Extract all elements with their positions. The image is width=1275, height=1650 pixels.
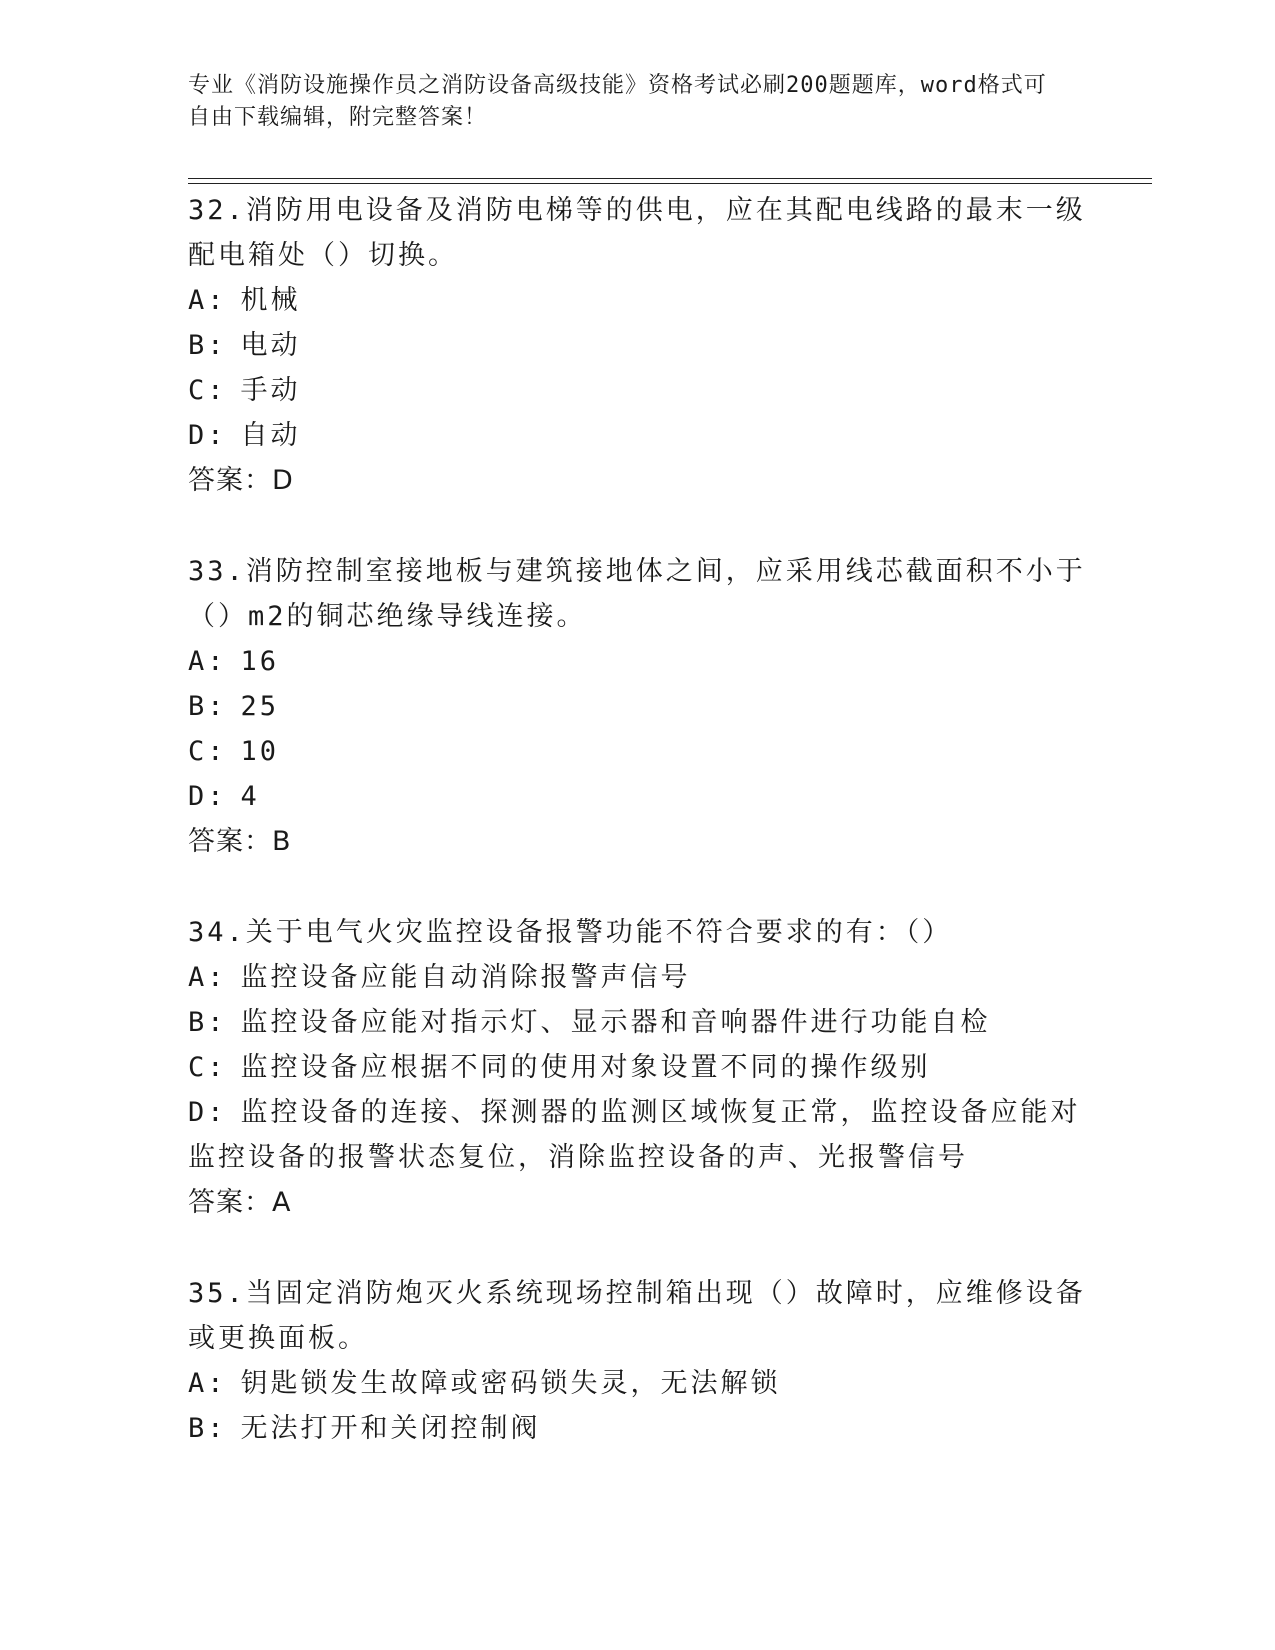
- option-label: B:: [188, 1413, 227, 1444]
- question-35: [188, 1271, 1088, 1451]
- option-label: C:: [188, 375, 227, 406]
- option-d: [188, 1090, 1088, 1180]
- question-stem: 32.消防用电设备及消防电梯等的供电，应在其配电线路的最末一级配电箱处（）切换。: [188, 195, 1086, 271]
- option-a: [188, 1361, 1088, 1406]
- option-text: 4: [240, 781, 260, 812]
- option-text: 手动: [240, 375, 301, 406]
- option-text: 25: [240, 691, 280, 722]
- question-stem: 33.消防控制室接地板与建筑接地体之间，应采用线芯截面积不小于（）m2的铜芯绝缘导线连接。: [188, 556, 1086, 632]
- option-label: D:: [188, 420, 227, 451]
- option-text: 16: [240, 646, 280, 677]
- option-text: 无法打开和关闭控制阀: [240, 1413, 541, 1444]
- option-d: [188, 413, 1088, 458]
- option-b: [188, 1406, 1088, 1451]
- option-text: 机械: [240, 285, 301, 316]
- option-label: A:: [188, 646, 227, 677]
- option-text: 自动: [240, 420, 301, 451]
- option-b: [188, 1000, 1088, 1045]
- question-stem: 34.关于电气火灾监控设备报警功能不符合要求的有：（）: [188, 917, 953, 948]
- option-label: C:: [188, 1052, 227, 1083]
- option-a: [188, 278, 1088, 323]
- option-c: [188, 1045, 1088, 1090]
- option-text: 监控设备应根据不同的使用对象设置不同的操作级别: [240, 1052, 931, 1083]
- option-label: B:: [188, 330, 227, 361]
- option-b: [188, 684, 1088, 729]
- document-header: 专业《消防设施操作员之消防设备高级技能》资格考试必刷200题题库，word格式可自由下载编辑，附完整答案！: [188, 73, 1047, 130]
- option-label: B:: [188, 1007, 227, 1038]
- option-text: 监控设备应能对指示灯、显示器和音响器件进行功能自检: [240, 1007, 991, 1038]
- question-list: [188, 188, 1088, 1451]
- question-32: [188, 188, 1088, 503]
- question-stem: 35.当固定消防炮灭火系统现场控制箱出现（）故障时，应维修设备或更换面板。: [188, 1278, 1086, 1354]
- option-c: [188, 729, 1088, 774]
- option-label: A:: [188, 962, 227, 993]
- option-text: 监控设备应能自动消除报警声信号: [240, 962, 691, 993]
- question-33: [188, 549, 1088, 864]
- option-label: B:: [188, 691, 227, 722]
- header-divider-top: [188, 178, 1152, 179]
- option-a: [188, 955, 1088, 1000]
- option-label: D:: [188, 1097, 227, 1128]
- option-label: C:: [188, 736, 227, 767]
- option-text: 10: [240, 736, 280, 767]
- option-text: 监控设备的连接、探测器的监测区域恢复正常，监控设备应能对监控设备的报警状态复位，消除监控设备的声、光报警信号: [188, 1097, 1081, 1173]
- option-c: [188, 368, 1088, 413]
- option-b: [188, 323, 1088, 368]
- option-text: 钥匙锁发生故障或密码锁失灵，无法解锁: [240, 1368, 781, 1399]
- option-label: A:: [188, 285, 227, 316]
- option-label: D:: [188, 781, 227, 812]
- question-34: [188, 910, 1088, 1225]
- option-text: 电动: [240, 330, 301, 361]
- option-label: A:: [188, 1368, 227, 1399]
- answer-line: 答案：D: [188, 465, 294, 496]
- option-d: [188, 774, 1088, 819]
- answer-line: 答案：B: [188, 826, 292, 857]
- answer-line: 答案：A: [188, 1187, 292, 1218]
- header-divider-bottom: [188, 183, 1152, 184]
- option-a: [188, 639, 1088, 684]
